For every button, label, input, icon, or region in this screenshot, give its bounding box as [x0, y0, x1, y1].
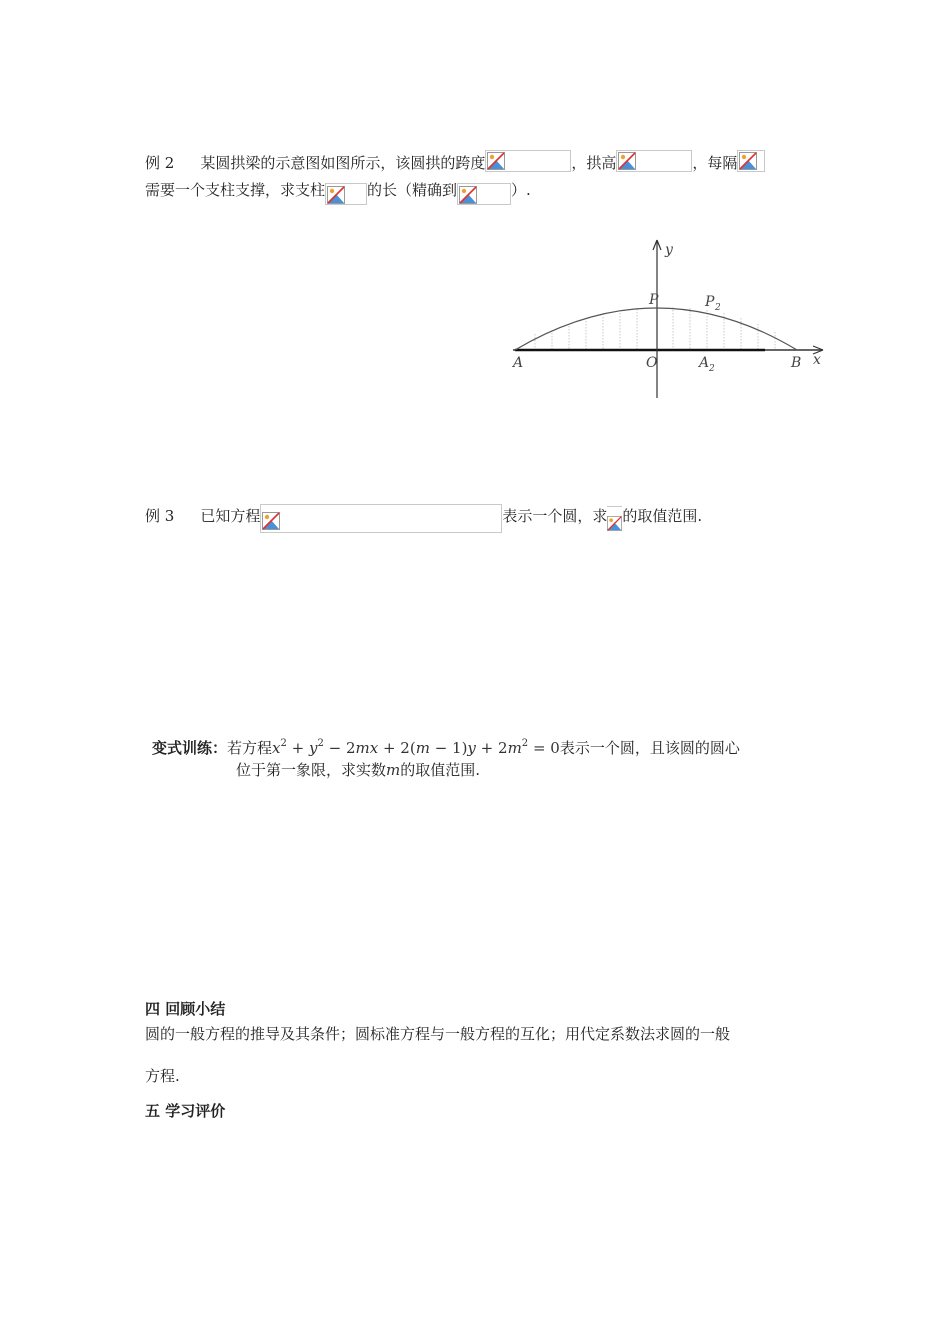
arch-diagram	[505, 232, 835, 404]
label-P: P	[649, 292, 659, 308]
variant-line1-pre: 若方程	[227, 739, 273, 757]
formula-image-height	[616, 150, 692, 172]
label-A: A	[513, 355, 524, 371]
example3-text1: 已知方程	[200, 507, 261, 525]
broken-image-icon	[607, 516, 622, 531]
variant-formula: $x^2 + y^2 - 2mx + 2(m - 1)y + 2m^2 = 0$	[272, 738, 560, 757]
label-x: x	[813, 352, 821, 368]
example3-line	[145, 504, 702, 533]
example3-text3: 的取值范围.	[622, 507, 703, 525]
label-y: y	[665, 242, 673, 258]
example2-label: 例 2	[145, 154, 175, 172]
variant-line2	[236, 760, 480, 780]
section5-heading: 五 学习评价	[145, 1102, 226, 1120]
variant-tag: 变式训练：	[152, 739, 228, 757]
section4-body1: 圆的一般方程的推导及其条件；圆标准方程与一般方程的互化；用代定系数法求圆的一般	[145, 1025, 731, 1043]
broken-image-icon	[262, 512, 280, 530]
formula-image-var	[607, 506, 622, 531]
label-P2-sub: 2	[715, 303, 721, 313]
variant-line1-post: 表示一个圆，且该圆的圆心	[559, 739, 740, 757]
formula-image-interval	[737, 150, 765, 172]
broken-image-icon	[459, 186, 477, 204]
label-A2: A	[699, 355, 710, 371]
variant-line2-pre: 位于第一象限，求实数	[236, 761, 387, 779]
example2-line2	[145, 180, 531, 205]
formula-image-precision	[457, 183, 511, 205]
label-A2-sub: 2	[709, 364, 715, 374]
example2-text4: 需要一个支柱支撑，求支柱	[145, 181, 326, 199]
arch-curve	[515, 308, 797, 350]
support-lines	[535, 307, 775, 350]
example2-text3: ，每隔	[692, 154, 738, 172]
label-O: O	[646, 355, 658, 371]
variant-var-m: m	[386, 761, 401, 779]
example2-text6: ）.	[511, 181, 531, 199]
formula-image-pillar	[325, 183, 367, 205]
broken-image-icon	[487, 152, 505, 170]
label-B: B	[791, 355, 802, 371]
example3-text2: 表示一个圆，求	[502, 507, 608, 525]
example2-line1	[145, 150, 765, 173]
example3-label: 例 3	[145, 507, 175, 525]
section4-heading: 四 回顾小结	[145, 1000, 226, 1018]
variant-line1	[152, 734, 740, 758]
example2-text2: ，拱高	[571, 154, 617, 172]
broken-image-icon	[739, 152, 757, 170]
formula-image-span	[485, 150, 571, 172]
example2-text1: 某圆拱梁的示意图如图所示，该圆拱的跨度	[200, 154, 486, 172]
section4-body2: 方程.	[145, 1067, 180, 1085]
formula-image-equation	[260, 504, 502, 533]
broken-image-icon	[327, 186, 345, 204]
broken-image-icon	[618, 152, 636, 170]
example2-text5: 的长（精确到	[367, 181, 458, 199]
variant-line2-post: 的取值范围.	[400, 761, 481, 779]
label-P2: P	[705, 294, 715, 310]
